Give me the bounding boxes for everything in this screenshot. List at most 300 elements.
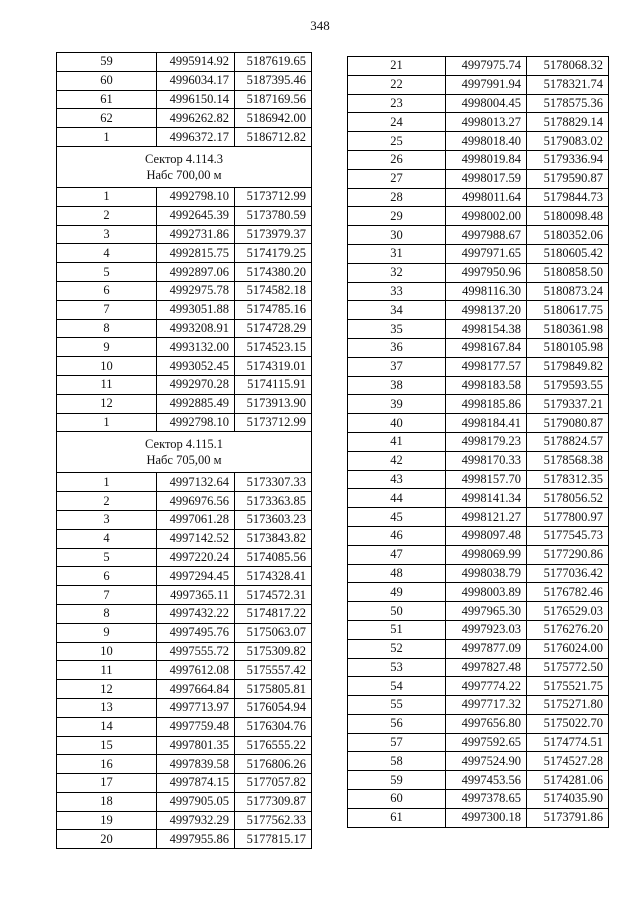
table-row: [57, 109, 312, 128]
point-number-cell: 10: [57, 357, 157, 376]
sector-header: [57, 432, 312, 473]
y-coordinate-cell: 5175063.07: [235, 623, 312, 642]
sector-header-row: [57, 146, 312, 187]
x-coordinate-cell: 4993052.45: [157, 357, 235, 376]
point-number-cell: 1: [57, 128, 157, 147]
point-number-cell: 11: [57, 661, 157, 680]
point-number-cell: 22: [348, 75, 446, 94]
x-coordinate-cell: 4998167.84: [446, 338, 527, 357]
point-number-cell: 27: [348, 169, 446, 188]
y-coordinate-cell: 5180873.24: [527, 282, 609, 301]
y-coordinate-cell: 5173791.86: [527, 808, 609, 827]
table-row: [348, 357, 609, 376]
x-coordinate-cell: 4997839.58: [157, 755, 235, 774]
x-coordinate-cell: 4997950.96: [446, 263, 527, 282]
y-coordinate-cell: 5176555.22: [235, 736, 312, 755]
sector-title: Сектор 4.114.3: [145, 151, 223, 166]
x-coordinate-cell: 4992815.75: [157, 244, 235, 263]
x-coordinate-cell: 4997759.48: [157, 717, 235, 736]
table-row: [348, 282, 609, 301]
table-row: [57, 281, 312, 300]
table-row: [348, 508, 609, 527]
y-coordinate-cell: 5186942.00: [235, 109, 312, 128]
y-coordinate-cell: 5178824.57: [527, 432, 609, 451]
y-coordinate-cell: 5176782.46: [527, 583, 609, 602]
y-coordinate-cell: 5173603.23: [235, 510, 312, 529]
y-coordinate-cell: 5174785.16: [235, 300, 312, 319]
x-coordinate-cell: 4998069.99: [446, 545, 527, 564]
table-row: [57, 225, 312, 244]
x-coordinate-cell: 4993132.00: [157, 338, 235, 357]
x-coordinate-cell: 4997664.84: [157, 680, 235, 699]
table-row: [348, 564, 609, 583]
table-row: [57, 717, 312, 736]
y-coordinate-cell: 5179337.21: [527, 395, 609, 414]
y-coordinate-cell: 5180105.98: [527, 338, 609, 357]
point-number-cell: 14: [57, 717, 157, 736]
point-number-cell: 7: [57, 586, 157, 605]
x-coordinate-cell: 4996034.17: [157, 71, 235, 90]
table-row: [57, 792, 312, 811]
point-number-cell: 34: [348, 301, 446, 320]
x-coordinate-cell: 4992897.06: [157, 263, 235, 282]
y-coordinate-cell: 5175309.82: [235, 642, 312, 661]
table-row: [348, 620, 609, 639]
y-coordinate-cell: 5176304.76: [235, 717, 312, 736]
y-coordinate-cell: 5174115.91: [235, 375, 312, 394]
table-row: [348, 395, 609, 414]
y-coordinate-cell: 5176529.03: [527, 602, 609, 621]
point-number-cell: 10: [57, 642, 157, 661]
x-coordinate-cell: 4992731.86: [157, 225, 235, 244]
x-coordinate-cell: 4996262.82: [157, 109, 235, 128]
point-number-cell: 1: [57, 413, 157, 432]
sector-header: [57, 146, 312, 187]
table-row: [57, 413, 312, 432]
y-coordinate-cell: 5179083.02: [527, 132, 609, 151]
table-row: [348, 771, 609, 790]
x-coordinate-cell: 4997061.28: [157, 510, 235, 529]
coordinates-table-right: [347, 56, 609, 828]
y-coordinate-cell: 5173843.82: [235, 529, 312, 548]
x-coordinate-cell: 4998116.30: [446, 282, 527, 301]
x-coordinate-cell: 4997300.18: [446, 808, 527, 827]
x-coordinate-cell: 4997975.74: [446, 57, 527, 76]
x-coordinate-cell: 4997713.97: [157, 698, 235, 717]
x-coordinate-cell: 4992798.10: [157, 413, 235, 432]
y-coordinate-cell: 5173712.99: [235, 413, 312, 432]
y-coordinate-cell: 5178575.36: [527, 94, 609, 113]
point-number-cell: 54: [348, 677, 446, 696]
x-coordinate-cell: 4997220.24: [157, 548, 235, 567]
point-number-cell: 31: [348, 244, 446, 263]
y-coordinate-cell: 5186712.82: [235, 128, 312, 147]
point-number-cell: 41: [348, 432, 446, 451]
sector-header-row: [57, 432, 312, 473]
y-coordinate-cell: 5187169.56: [235, 90, 312, 109]
x-coordinate-cell: 4996372.17: [157, 128, 235, 147]
point-number-cell: 4: [57, 529, 157, 548]
table-row: [348, 150, 609, 169]
table-row: [57, 567, 312, 586]
y-coordinate-cell: 5174817.22: [235, 604, 312, 623]
x-coordinate-cell: 4997874.15: [157, 774, 235, 793]
table-row: [57, 529, 312, 548]
coordinates-table-left: [56, 52, 312, 849]
point-number-cell: 51: [348, 620, 446, 639]
table-row: [57, 357, 312, 376]
y-coordinate-cell: 5177036.42: [527, 564, 609, 583]
y-coordinate-cell: 5174728.29: [235, 319, 312, 338]
point-number-cell: 33: [348, 282, 446, 301]
point-number-cell: 62: [57, 109, 157, 128]
x-coordinate-cell: 4997656.80: [446, 714, 527, 733]
table-row: [348, 169, 609, 188]
x-coordinate-cell: 4993208.91: [157, 319, 235, 338]
table-row: [348, 696, 609, 715]
y-coordinate-cell: 5178068.32: [527, 57, 609, 76]
point-number-cell: 37: [348, 357, 446, 376]
x-coordinate-cell: 4998017.59: [446, 169, 527, 188]
y-coordinate-cell: 5177545.73: [527, 526, 609, 545]
y-coordinate-cell: 5179336.94: [527, 150, 609, 169]
sector-title: Сектор 4.115.1: [145, 437, 223, 452]
y-coordinate-cell: 5179593.55: [527, 376, 609, 395]
point-number-cell: 17: [57, 774, 157, 793]
x-coordinate-cell: 4997132.64: [157, 473, 235, 492]
y-coordinate-cell: 5178312.35: [527, 470, 609, 489]
point-number-cell: 29: [348, 207, 446, 226]
table-row: [57, 736, 312, 755]
table-row: [57, 755, 312, 774]
x-coordinate-cell: 4997612.08: [157, 661, 235, 680]
table-row: [348, 658, 609, 677]
point-number-cell: 11: [57, 375, 157, 394]
table-row: [57, 492, 312, 511]
point-number-cell: 21: [348, 57, 446, 76]
table-row: [348, 639, 609, 658]
table-row: [348, 790, 609, 809]
table-row: [57, 319, 312, 338]
point-number-cell: 40: [348, 414, 446, 433]
x-coordinate-cell: 4997955.86: [157, 830, 235, 849]
y-coordinate-cell: 5179844.73: [527, 188, 609, 207]
point-number-cell: 61: [57, 90, 157, 109]
x-coordinate-cell: 4998177.57: [446, 357, 527, 376]
x-coordinate-cell: 4998011.64: [446, 188, 527, 207]
x-coordinate-cell: 4992645.39: [157, 206, 235, 225]
x-coordinate-cell: 4997142.52: [157, 529, 235, 548]
table-row: [348, 714, 609, 733]
y-coordinate-cell: 5174179.25: [235, 244, 312, 263]
point-number-cell: 7: [57, 300, 157, 319]
y-coordinate-cell: 5174035.90: [527, 790, 609, 809]
table-row: [57, 698, 312, 717]
table-row: [348, 188, 609, 207]
x-coordinate-cell: 4998121.27: [446, 508, 527, 527]
table-row: [348, 489, 609, 508]
table-row: [57, 604, 312, 623]
x-coordinate-cell: 4998038.79: [446, 564, 527, 583]
y-coordinate-cell: 5174774.51: [527, 733, 609, 752]
table-row: [57, 548, 312, 567]
point-number-cell: 25: [348, 132, 446, 151]
y-coordinate-cell: 5174582.18: [235, 281, 312, 300]
table-row: [348, 75, 609, 94]
x-coordinate-cell: 4998154.38: [446, 320, 527, 339]
table-row: [348, 301, 609, 320]
point-number-cell: 6: [57, 281, 157, 300]
y-coordinate-cell: 5180858.50: [527, 263, 609, 282]
x-coordinate-cell: 4998157.70: [446, 470, 527, 489]
y-coordinate-cell: 5187619.65: [235, 53, 312, 72]
y-coordinate-cell: 5177800.97: [527, 508, 609, 527]
sector-elevation: Набс 705,00 м: [146, 453, 222, 468]
table-row: [348, 602, 609, 621]
point-number-cell: 45: [348, 508, 446, 527]
table-row: [348, 132, 609, 151]
x-coordinate-cell: 4997991.94: [446, 75, 527, 94]
table-row: [57, 300, 312, 319]
x-coordinate-cell: 4998003.89: [446, 583, 527, 602]
table-row: [57, 187, 312, 206]
table-row: [348, 207, 609, 226]
x-coordinate-cell: 4993051.88: [157, 300, 235, 319]
y-coordinate-cell: 5174572.31: [235, 586, 312, 605]
y-coordinate-cell: 5180605.42: [527, 244, 609, 263]
point-number-cell: 38: [348, 376, 446, 395]
table-row: [348, 526, 609, 545]
x-coordinate-cell: 4995914.92: [157, 53, 235, 72]
y-coordinate-cell: 5178056.52: [527, 489, 609, 508]
table-row: [57, 244, 312, 263]
y-coordinate-cell: 5175772.50: [527, 658, 609, 677]
table-row: [348, 57, 609, 76]
y-coordinate-cell: 5173780.59: [235, 206, 312, 225]
table-row: [57, 206, 312, 225]
y-coordinate-cell: 5174380.20: [235, 263, 312, 282]
table-row: [348, 808, 609, 827]
y-coordinate-cell: 5175557.42: [235, 661, 312, 680]
x-coordinate-cell: 4998184.41: [446, 414, 527, 433]
table-row: [57, 394, 312, 413]
point-number-cell: 5: [57, 263, 157, 282]
y-coordinate-cell: 5173913.90: [235, 394, 312, 413]
table-row: [348, 752, 609, 771]
x-coordinate-cell: 4998183.58: [446, 376, 527, 395]
table-row: [57, 90, 312, 109]
y-coordinate-cell: 5173712.99: [235, 187, 312, 206]
x-coordinate-cell: 4997495.76: [157, 623, 235, 642]
point-number-cell: 46: [348, 526, 446, 545]
point-number-cell: 53: [348, 658, 446, 677]
y-coordinate-cell: 5176806.26: [235, 755, 312, 774]
y-coordinate-cell: 5175271.80: [527, 696, 609, 715]
table-row: [348, 320, 609, 339]
table-row: [57, 263, 312, 282]
y-coordinate-cell: 5178568.38: [527, 451, 609, 470]
table-row: [348, 733, 609, 752]
y-coordinate-cell: 5180617.75: [527, 301, 609, 320]
x-coordinate-cell: 4998137.20: [446, 301, 527, 320]
point-number-cell: 49: [348, 583, 446, 602]
table-row: [57, 338, 312, 357]
table-row: [348, 451, 609, 470]
point-number-cell: 42: [348, 451, 446, 470]
y-coordinate-cell: 5174523.15: [235, 338, 312, 357]
table-row: [57, 71, 312, 90]
page-number: 348: [310, 18, 330, 33]
point-number-cell: 48: [348, 564, 446, 583]
point-number-cell: 8: [57, 604, 157, 623]
point-number-cell: 12: [57, 680, 157, 699]
x-coordinate-cell: 4998141.34: [446, 489, 527, 508]
x-coordinate-cell: 4997965.30: [446, 602, 527, 621]
point-number-cell: 59: [348, 771, 446, 790]
y-coordinate-cell: 5173979.37: [235, 225, 312, 244]
x-coordinate-cell: 4992970.28: [157, 375, 235, 394]
y-coordinate-cell: 5177290.86: [527, 545, 609, 564]
table-row: [348, 244, 609, 263]
point-number-cell: 13: [57, 698, 157, 717]
point-number-cell: 58: [348, 752, 446, 771]
x-coordinate-cell: 4997774.22: [446, 677, 527, 696]
y-coordinate-cell: 5179080.87: [527, 414, 609, 433]
point-number-cell: 57: [348, 733, 446, 752]
table-row: [57, 53, 312, 72]
y-coordinate-cell: 5174527.28: [527, 752, 609, 771]
y-coordinate-cell: 5187395.46: [235, 71, 312, 90]
y-coordinate-cell: 5176054.94: [235, 698, 312, 717]
point-number-cell: 26: [348, 150, 446, 169]
x-coordinate-cell: 4992885.49: [157, 394, 235, 413]
x-coordinate-cell: 4992798.10: [157, 187, 235, 206]
table-row: [348, 263, 609, 282]
table-row: [57, 661, 312, 680]
x-coordinate-cell: 4998170.33: [446, 451, 527, 470]
table-row: [57, 510, 312, 529]
point-number-cell: 2: [57, 206, 157, 225]
y-coordinate-cell: 5180361.98: [527, 320, 609, 339]
x-coordinate-cell: 4998097.48: [446, 526, 527, 545]
point-number-cell: 1: [57, 473, 157, 492]
point-number-cell: 55: [348, 696, 446, 715]
point-number-cell: 12: [57, 394, 157, 413]
point-number-cell: 9: [57, 338, 157, 357]
table-row: [57, 830, 312, 849]
x-coordinate-cell: 4997877.09: [446, 639, 527, 658]
point-number-cell: 19: [57, 811, 157, 830]
table-row: [57, 473, 312, 492]
point-number-cell: 32: [348, 263, 446, 282]
x-coordinate-cell: 4997555.72: [157, 642, 235, 661]
y-coordinate-cell: 5174328.41: [235, 567, 312, 586]
table-row: [348, 113, 609, 132]
point-number-cell: 36: [348, 338, 446, 357]
x-coordinate-cell: 4997988.67: [446, 226, 527, 245]
x-coordinate-cell: 4996976.56: [157, 492, 235, 511]
sector-elevation: Набс 700,00 м: [146, 167, 222, 182]
y-coordinate-cell: 5177815.17: [235, 830, 312, 849]
x-coordinate-cell: 4997932.29: [157, 811, 235, 830]
y-coordinate-cell: 5178321.74: [527, 75, 609, 94]
y-coordinate-cell: 5178829.14: [527, 113, 609, 132]
x-coordinate-cell: 4998013.27: [446, 113, 527, 132]
point-number-cell: 61: [348, 808, 446, 827]
point-number-cell: 52: [348, 639, 446, 658]
x-coordinate-cell: 4997801.35: [157, 736, 235, 755]
table-row: [348, 376, 609, 395]
point-number-cell: 3: [57, 510, 157, 529]
y-coordinate-cell: 5180098.48: [527, 207, 609, 226]
table-row: [57, 680, 312, 699]
y-coordinate-cell: 5177562.33: [235, 811, 312, 830]
point-number-cell: 35: [348, 320, 446, 339]
point-number-cell: 50: [348, 602, 446, 621]
x-coordinate-cell: 4997717.32: [446, 696, 527, 715]
point-number-cell: 24: [348, 113, 446, 132]
x-coordinate-cell: 4997378.65: [446, 790, 527, 809]
x-coordinate-cell: 4997294.45: [157, 567, 235, 586]
x-coordinate-cell: 4998004.45: [446, 94, 527, 113]
x-coordinate-cell: 4997592.65: [446, 733, 527, 752]
point-number-cell: 1: [57, 187, 157, 206]
y-coordinate-cell: 5179849.82: [527, 357, 609, 376]
point-number-cell: 23: [348, 94, 446, 113]
y-coordinate-cell: 5179590.87: [527, 169, 609, 188]
y-coordinate-cell: 5174319.01: [235, 357, 312, 376]
table-row: [57, 375, 312, 394]
x-coordinate-cell: 4996150.14: [157, 90, 235, 109]
x-coordinate-cell: 4997827.48: [446, 658, 527, 677]
table-row: [348, 94, 609, 113]
point-number-cell: 28: [348, 188, 446, 207]
x-coordinate-cell: 4997971.65: [446, 244, 527, 263]
y-coordinate-cell: 5176024.00: [527, 639, 609, 658]
x-coordinate-cell: 4997453.56: [446, 771, 527, 790]
table-row: [348, 432, 609, 451]
point-number-cell: 30: [348, 226, 446, 245]
x-coordinate-cell: 4998002.00: [446, 207, 527, 226]
table-row: [348, 414, 609, 433]
y-coordinate-cell: 5177309.87: [235, 792, 312, 811]
x-coordinate-cell: 4997905.05: [157, 792, 235, 811]
y-coordinate-cell: 5180352.06: [527, 226, 609, 245]
x-coordinate-cell: 4998185.86: [446, 395, 527, 414]
table-row: [57, 128, 312, 147]
point-number-cell: 5: [57, 548, 157, 567]
x-coordinate-cell: 4998018.40: [446, 132, 527, 151]
point-number-cell: 60: [348, 790, 446, 809]
point-number-cell: 18: [57, 792, 157, 811]
table-row: [57, 623, 312, 642]
point-number-cell: 3: [57, 225, 157, 244]
x-coordinate-cell: 4998179.23: [446, 432, 527, 451]
table-row: [57, 642, 312, 661]
x-coordinate-cell: 4997365.11: [157, 586, 235, 605]
y-coordinate-cell: 5177057.82: [235, 774, 312, 793]
point-number-cell: 43: [348, 470, 446, 489]
y-coordinate-cell: 5175521.75: [527, 677, 609, 696]
point-number-cell: 56: [348, 714, 446, 733]
table-row: [348, 583, 609, 602]
point-number-cell: 15: [57, 736, 157, 755]
table-row: [57, 774, 312, 793]
table-row: [348, 226, 609, 245]
point-number-cell: 20: [57, 830, 157, 849]
x-coordinate-cell: 4997432.22: [157, 604, 235, 623]
table-row: [348, 338, 609, 357]
